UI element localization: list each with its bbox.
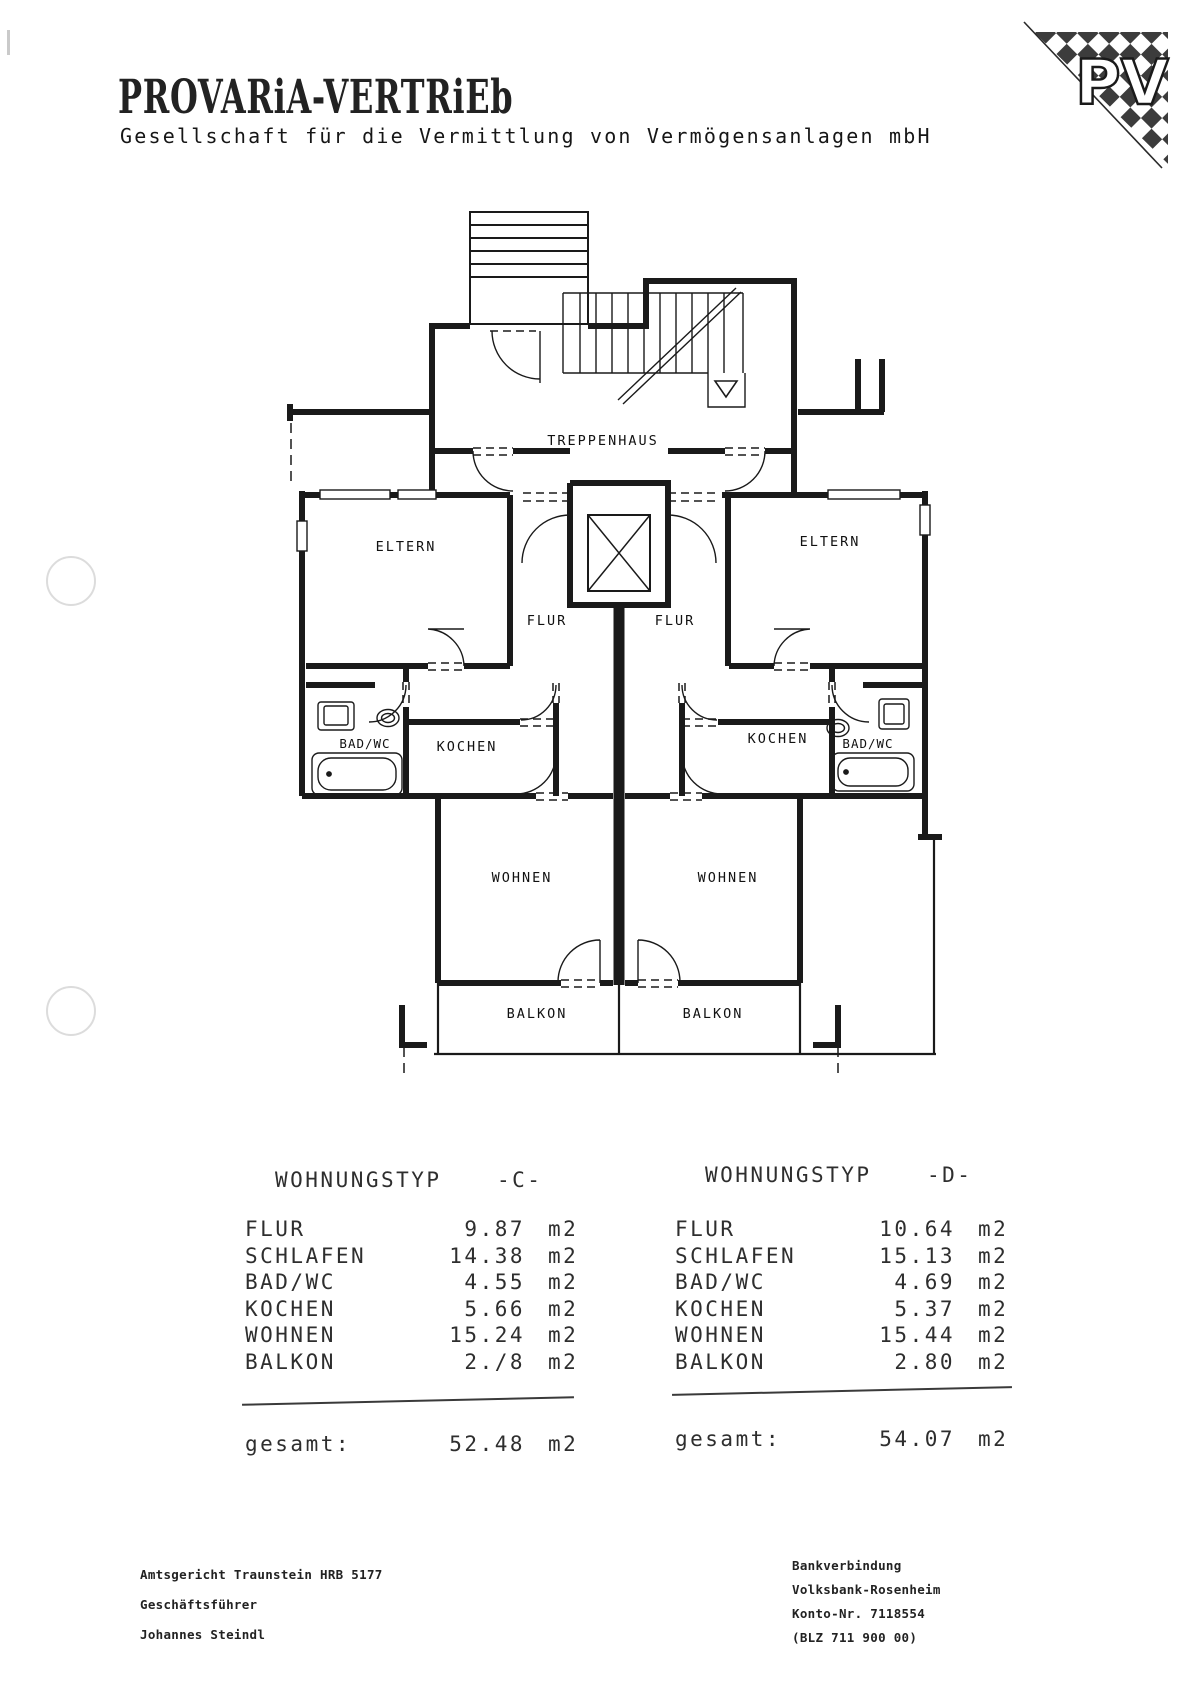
row-label: FLUR xyxy=(245,1217,306,1241)
company-logo-text: PROVARiA-VERTRiEb xyxy=(118,70,514,125)
room-label-treppenhaus: TREPPENHAUS xyxy=(547,433,659,449)
row-unit: m2 xyxy=(548,1217,579,1241)
punch-hole-top xyxy=(46,556,96,606)
bavarian-diamond-logo-icon xyxy=(950,12,1186,172)
footer-account-number: Konto-Nr. 7118554 xyxy=(792,1606,926,1621)
table-row xyxy=(230,1244,600,1271)
row-label: BALKON xyxy=(245,1349,336,1374)
room-label-eltern-left: ELTERN xyxy=(375,539,437,555)
footer-bank-heading: Bankverbindung xyxy=(792,1558,902,1573)
scan-edge-artifact xyxy=(7,30,10,55)
total-label: gesamt: xyxy=(245,1432,352,1456)
table-row xyxy=(660,1350,1030,1377)
table-row xyxy=(660,1244,1030,1271)
row-unit: m2 xyxy=(978,1296,1009,1321)
total-value: 52.48 xyxy=(449,1432,525,1456)
room-label-balkon-left: BALKON xyxy=(506,1006,568,1022)
row-value: 4.55 xyxy=(464,1270,525,1294)
table-c-total xyxy=(230,1432,600,1460)
row-unit: m2 xyxy=(548,1243,579,1268)
area-table-type-d xyxy=(660,1163,1030,1483)
company-subtitle: Gesellschaft für die Vermittlung von Vermögensanlagen mbH xyxy=(120,124,932,148)
room-label-balkon-right: BALKON xyxy=(682,1006,744,1022)
corner-logo xyxy=(950,12,1186,176)
room-label-flur-left: FLUR xyxy=(526,613,568,629)
total-unit: m2 xyxy=(548,1432,579,1456)
row-value: 5.66 xyxy=(464,1296,525,1321)
row-value: 4.69 xyxy=(894,1270,955,1294)
table-d-total xyxy=(660,1427,1030,1455)
row-unit: m2 xyxy=(978,1243,1009,1268)
table-row xyxy=(230,1297,600,1324)
row-value: 5.37 xyxy=(894,1296,955,1321)
room-label-badwc-right: BAD/WC xyxy=(842,736,894,751)
room-label-wohnen-right: WOHNEN xyxy=(697,870,759,886)
row-label: BAD/WC xyxy=(245,1270,336,1294)
row-label: KOCHEN xyxy=(675,1296,766,1321)
row-unit: m2 xyxy=(978,1270,1009,1294)
room-label-flur-right: FLUR xyxy=(654,613,696,629)
table-row xyxy=(660,1323,1030,1350)
table-c-header xyxy=(230,1168,600,1192)
room-label-wohnen-left: WOHNEN xyxy=(491,870,553,886)
elevator-shaft xyxy=(588,515,650,591)
bathroom-fixtures xyxy=(312,699,914,795)
area-table-type-c xyxy=(230,1168,600,1488)
footer-bank xyxy=(792,1554,941,1650)
footer-bank-name: Volksbank-Rosenheim xyxy=(792,1582,941,1597)
row-label: WOHNEN xyxy=(675,1323,766,1347)
footer-manager-title: Geschäftsführer xyxy=(140,1597,258,1612)
row-value: 15.44 xyxy=(879,1323,955,1347)
total-label: gesamt: xyxy=(675,1427,782,1451)
row-value: 15.24 xyxy=(449,1323,525,1347)
row-value: 10.64 xyxy=(879,1217,955,1241)
row-label: WOHNEN xyxy=(245,1323,336,1347)
row-unit: m2 xyxy=(548,1270,579,1294)
room-label-eltern-right: ELTERN xyxy=(799,534,861,550)
table-c-title: WOHNUNGSTYP xyxy=(275,1168,442,1192)
table-row xyxy=(230,1270,600,1297)
table-row xyxy=(660,1270,1030,1297)
total-value: 54.07 xyxy=(879,1427,955,1451)
table-d-title: WOHNUNGSTYP xyxy=(705,1163,872,1187)
staircase xyxy=(563,288,745,407)
row-label: SCHLAFEN xyxy=(245,1243,367,1268)
walls xyxy=(290,281,942,1045)
footer-legal xyxy=(140,1560,383,1650)
row-value: 9.87 xyxy=(464,1217,525,1241)
row-label: SCHLAFEN xyxy=(675,1243,797,1268)
room-label-kochen-right: KOCHEN xyxy=(747,731,809,747)
table-row xyxy=(230,1323,600,1350)
row-value: 2./8 xyxy=(464,1349,525,1374)
row-unit: m2 xyxy=(548,1349,579,1374)
footer-blz: (BLZ 711 900 00) xyxy=(792,1630,918,1645)
logo-monogram: PV xyxy=(1075,46,1169,119)
floor-plan-drawing xyxy=(268,185,944,1075)
footer-court-line: Amtsgericht Traunstein HRB 5177 xyxy=(140,1567,383,1582)
punch-hole-bottom xyxy=(46,986,96,1036)
entry-stairs xyxy=(470,212,588,324)
row-value: 15.13 xyxy=(879,1243,955,1268)
table-row xyxy=(660,1217,1030,1244)
row-unit: m2 xyxy=(978,1349,1009,1374)
row-unit: m2 xyxy=(978,1217,1009,1241)
row-label: KOCHEN xyxy=(245,1296,336,1321)
row-unit: m2 xyxy=(548,1296,579,1321)
row-value: 14.38 xyxy=(449,1243,525,1268)
room-label-kochen-left: KOCHEN xyxy=(436,739,498,755)
room-label-badwc-left: BAD/WC xyxy=(339,736,391,751)
row-label: BALKON xyxy=(675,1349,766,1374)
table-d-header xyxy=(660,1163,1030,1187)
row-unit: m2 xyxy=(548,1323,579,1347)
floor-plan xyxy=(268,185,944,1079)
row-label: FLUR xyxy=(675,1217,736,1241)
row-value: 2.80 xyxy=(894,1349,955,1374)
row-unit: m2 xyxy=(978,1323,1009,1347)
table-row xyxy=(230,1217,600,1244)
table-row xyxy=(230,1350,600,1377)
table-row xyxy=(660,1297,1030,1324)
table-c-code: -C- xyxy=(497,1168,543,1192)
table-c-rule xyxy=(242,1396,574,1406)
footer-manager-name: Johannes Steindl xyxy=(140,1627,266,1642)
table-d-code: -D- xyxy=(927,1163,973,1187)
total-unit: m2 xyxy=(978,1427,1009,1451)
row-label: BAD/WC xyxy=(675,1270,766,1294)
table-d-rule xyxy=(672,1386,1012,1396)
